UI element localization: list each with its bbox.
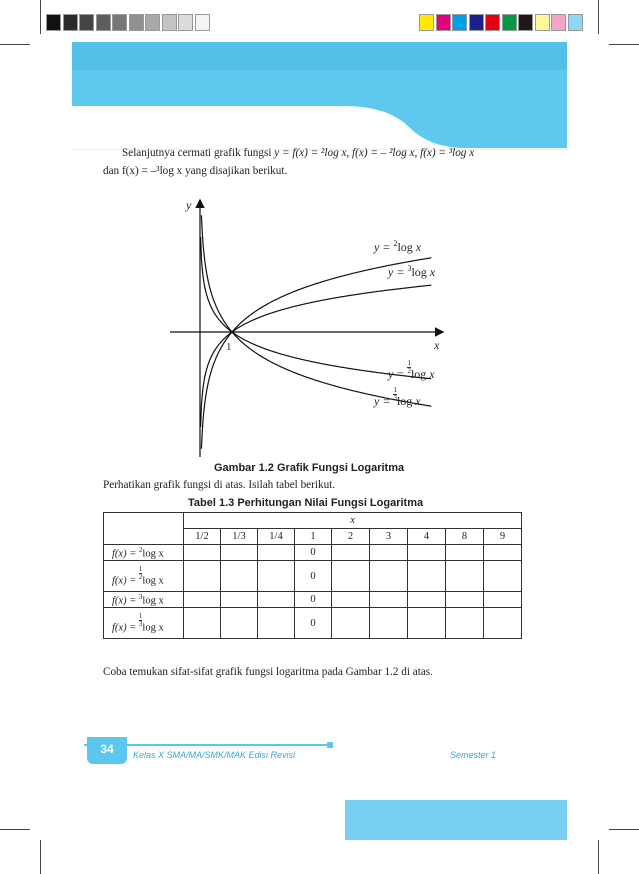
row-function-label: f(x) = $^2$log x <box>104 545 184 561</box>
table-cell <box>370 545 408 561</box>
page-number-tab: 34 <box>87 737 127 764</box>
table-cell <box>446 545 484 561</box>
table-cell <box>332 592 370 608</box>
color-swatch <box>452 14 467 31</box>
table-cell <box>221 545 258 561</box>
color-swatch <box>419 14 434 31</box>
row-function-label: f(x) = $^3$log x <box>104 592 184 608</box>
crop-mark <box>40 840 41 874</box>
table-column-header: 1/4 <box>258 529 295 545</box>
intercept-label: 1 <box>226 341 232 353</box>
color-swatch <box>145 14 160 31</box>
color-swatch <box>79 14 94 31</box>
table-column-header: 9 <box>484 529 522 545</box>
table-row <box>104 545 522 561</box>
curve-log2 <box>201 258 431 449</box>
book-title: Kelas X SMA/MA/SMK/MAK Edisi Revisi <box>133 750 296 760</box>
table-cell <box>184 592 221 608</box>
intro-line-2: dan f(x) = –³log x yang disajikan berikut. <box>103 165 288 177</box>
table-cell <box>408 592 446 608</box>
color-swatch <box>96 14 111 31</box>
table-cell <box>484 592 522 608</box>
table-cell <box>184 608 221 639</box>
color-swatch <box>63 14 78 31</box>
curve-log-third <box>201 237 432 379</box>
color-swatch <box>46 14 61 31</box>
y-axis-label: y <box>186 198 192 212</box>
table-column-header: 4 <box>408 529 446 545</box>
table-cell: 0 <box>295 561 332 592</box>
color-swatch <box>568 14 583 31</box>
table-cell <box>221 608 258 639</box>
table-cell: 0 <box>295 608 332 639</box>
table-column-header: 2 <box>332 529 370 545</box>
table-row <box>104 561 522 592</box>
table-cell <box>258 561 295 592</box>
table-corner-cell <box>104 513 184 545</box>
color-swatch <box>469 14 484 31</box>
function-value-table <box>103 512 522 639</box>
instruction-text: Perhatikan grafik fungsi di atas. Isilah tabel berikut. <box>103 479 336 491</box>
x-axis-label: x <box>434 338 440 352</box>
table-cell <box>370 561 408 592</box>
table-cell <box>370 608 408 639</box>
table-column-header: 1 <box>295 529 332 545</box>
table-column-header: 3 <box>370 529 408 545</box>
color-swatch <box>129 14 144 31</box>
table-cell <box>258 545 295 561</box>
label-log-half: y = $\frac{1}{2}$ log x <box>388 359 435 381</box>
row-function-label: f(x) = $\frac{1}{2}$ log x <box>104 561 184 592</box>
closing-text: Coba temukan sifat-sifat grafik fungsi logaritma pada Gambar 1.2 di atas. <box>103 666 433 678</box>
table-column-header: 8 <box>446 529 484 545</box>
table-cell <box>446 561 484 592</box>
color-swatch <box>195 14 210 31</box>
color-swatch <box>551 14 566 31</box>
table-cell: 0 <box>295 592 332 608</box>
table-column-header: 1/3 <box>221 529 258 545</box>
logarithm-graph <box>160 195 460 460</box>
table-cell <box>408 608 446 639</box>
label-log3: y = $^3$log x <box>388 264 436 279</box>
table-cell <box>184 561 221 592</box>
color-swatch <box>535 14 550 31</box>
intro-line-1: Selanjutnya cermati grafik fungsi y = f(x) = ²log x, f(x) = – ²log x, f(x) = ³log x <box>122 147 475 159</box>
table-cell <box>221 561 258 592</box>
table-column-header: 1/2 <box>184 529 221 545</box>
table-header-x: x <box>184 513 522 529</box>
table-cell <box>446 592 484 608</box>
table-cell <box>332 545 370 561</box>
figure-caption: Gambar 1.2 Grafik Fungsi Logaritma <box>214 462 405 474</box>
semester-label: Semester 1 <box>450 750 497 760</box>
color-swatch <box>518 14 533 31</box>
color-swatch <box>162 14 177 31</box>
color-swatch <box>178 14 193 31</box>
table-cell <box>408 561 446 592</box>
table-cell <box>258 592 295 608</box>
table-cell <box>484 608 522 639</box>
crop-mark <box>598 840 599 874</box>
table-header-row <box>104 513 522 529</box>
table-row <box>104 608 522 639</box>
table-cell <box>184 545 221 561</box>
table-body <box>104 545 522 639</box>
table-row <box>104 592 522 608</box>
table-cell <box>332 608 370 639</box>
color-swatch <box>502 14 517 31</box>
table-cell <box>221 592 258 608</box>
table-cell <box>408 545 446 561</box>
table-cell <box>370 592 408 608</box>
color-swatch <box>112 14 127 31</box>
table-cell: 0 <box>295 545 332 561</box>
label-log2: y = $^2$log x <box>374 239 422 254</box>
label-log-third: y = $\frac{1}{3}$ log x <box>374 386 421 408</box>
table-cell <box>446 608 484 639</box>
table-cell <box>332 561 370 592</box>
table-cell <box>258 608 295 639</box>
table-cell <box>484 561 522 592</box>
table-cell <box>484 545 522 561</box>
color-swatch <box>485 14 500 31</box>
color-swatch <box>436 14 451 31</box>
row-function-label: f(x) = $\frac{1}{3}$ log x <box>104 608 184 639</box>
table-caption: Tabel 1.3 Perhitungan Nilai Fungsi Logaritma <box>188 497 424 509</box>
